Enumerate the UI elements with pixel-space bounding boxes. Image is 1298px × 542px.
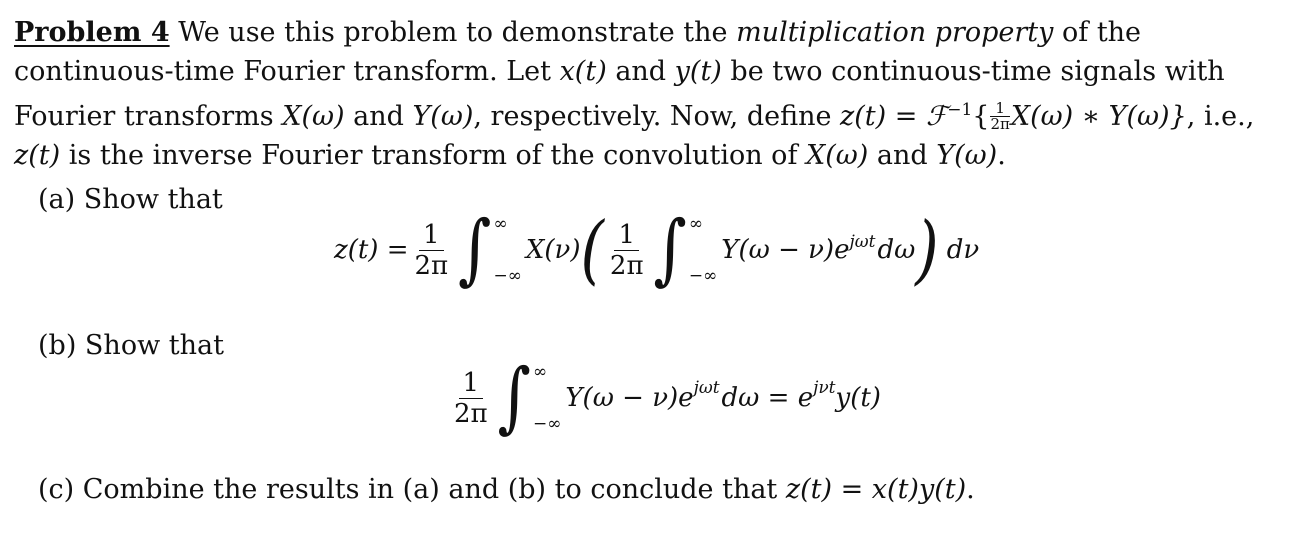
math-z-t: z(t) xyxy=(14,139,61,171)
eq-a-x-nu: X(ν) xyxy=(525,235,581,265)
left-paren: ( xyxy=(580,206,604,294)
part-a-label: (a) Show that xyxy=(38,184,223,215)
eq-a-exponent: jωt xyxy=(849,232,876,252)
integral-sign: ∫ ∞ −∞ xyxy=(497,353,562,443)
integral-sign: ∫ ∞ −∞ xyxy=(653,205,718,295)
intro-text: be two continuous-time signals with Fourier transforms xyxy=(14,55,1225,132)
part-c-text: (c) Combine the results in (a) and (b) to conclude that xyxy=(38,474,786,505)
intro-text: , i.e., xyxy=(1186,101,1255,132)
eq-a-dnu: dν xyxy=(946,235,980,265)
intro-text: of the continuous-time Fourier transform. Let xyxy=(14,17,1142,87)
part-c xyxy=(38,474,975,505)
intro-text: , respectively. Now, define xyxy=(473,101,841,132)
eq-a-dw: dω xyxy=(877,235,916,265)
inline-fraction: $\frac{1}{2\pi}$ xyxy=(990,98,1010,133)
fraction: $\frac{1}{2\pi}$ xyxy=(454,367,488,429)
math-brace: { xyxy=(972,101,990,132)
problem-label: Problem 4 xyxy=(14,17,170,48)
eq-b-integrand: Y(ω − ν)e xyxy=(565,383,694,413)
eq-b-rhs: y(t) xyxy=(835,383,881,413)
equation-b xyxy=(448,353,881,443)
part-c-math: z(t) = x(t)y(t) xyxy=(785,474,967,505)
eq-b-exponent: jωt xyxy=(693,378,720,398)
intro-text: and xyxy=(606,55,675,87)
eq-a-integrand: Y(ω − ν)e xyxy=(721,235,850,265)
fraction: $\frac{1}{2\pi}$ xyxy=(414,219,449,281)
emphasis-text: multiplication property xyxy=(736,17,1054,48)
intro-text: is the inverse Fourier transform of the convolution of xyxy=(60,139,807,171)
intro-text: . xyxy=(997,139,1006,171)
problem-statement xyxy=(14,14,1286,175)
math-Y-w: Y(ω) xyxy=(412,101,474,132)
intro-text: We use this problem to demonstrate the xyxy=(169,17,737,48)
equation-a xyxy=(334,205,980,295)
intro-text: and xyxy=(868,139,937,171)
part-c-end: . xyxy=(966,474,975,505)
eq-b-dw-equals: dω = e xyxy=(721,383,814,413)
math-X-w: X(ω) xyxy=(282,101,345,132)
math-X-w: X(ω) xyxy=(806,139,869,171)
intro-text: and xyxy=(344,101,413,132)
math-superscript: −1 xyxy=(947,100,973,120)
eq-b-exponent-2: jνt xyxy=(813,378,836,398)
part-b-label: (b) Show that xyxy=(38,330,224,361)
math-Y-w: Y(ω) xyxy=(936,139,998,171)
math-y-t: y(t) xyxy=(674,55,722,87)
math-convolution: X(ω) ∗ Y(ω)} xyxy=(1010,101,1187,132)
math-x-t: x(t) xyxy=(559,55,607,87)
fraction: $\frac{1}{2\pi}$ xyxy=(609,219,644,281)
math-definition: z(t) = ℱ xyxy=(840,101,948,132)
integral-sign: ∫ ∞ −∞ xyxy=(458,205,522,295)
right-paren: ) xyxy=(915,206,939,294)
eq-a-lhs: z(t) = xyxy=(334,235,409,265)
